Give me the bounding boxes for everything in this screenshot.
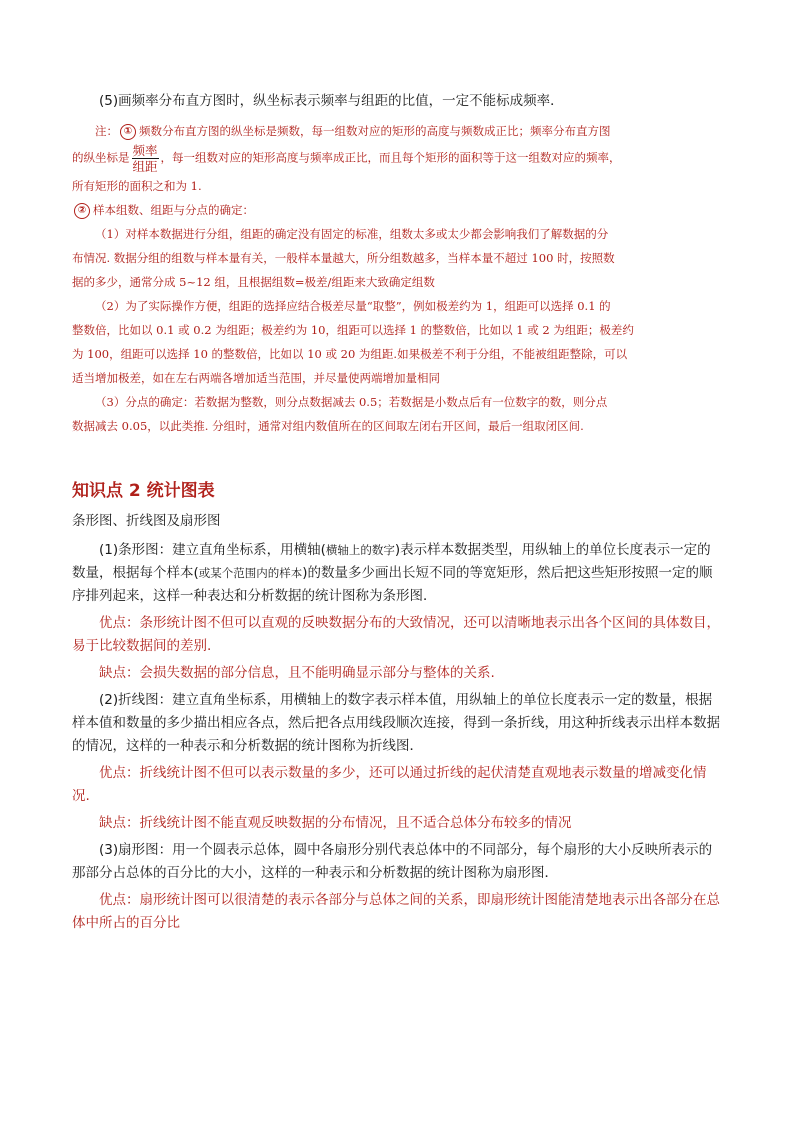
item-2-post: ，例如极差约为 1，组距可以选择 0.1 的 <box>401 299 611 313</box>
pie-chart-definition: (3)扇形图：用一个圆表示总体，圆中各扇形分别代表总体中的不同部分，每个扇形的大小反映所表示的那部分占总体的百分比的大小，这样的一种表示和分析数据的统计图称为扇形图． <box>72 842 713 881</box>
circled-number-1: ① <box>120 124 136 140</box>
item-3-line-a: （3）分点的确定：若数据为整数，则分点数据减去 0.5；若数据是小数点后有一位数字的数，则分点 <box>95 395 608 409</box>
note-1-cont <box>72 143 722 174</box>
line-chart-pros: 优点：折线统计图不但可以表示数量的多少，还可以通过折线的起伏清楚直观地表示数量的增减变化情况. <box>72 765 707 804</box>
note-1 <box>72 119 722 143</box>
line-chart-definition: (2)折线图：建立直角坐标系，用横轴上的数字表示样本值，用纵轴上的单位长度表示一定的数量，根据样本值和数量的多少描出相应各点，然后把各点用线段顺次连接，得到一条折线，用这种折线表示出样本数据的情况，这样的一种表示和分析数据的统计图称为折线图． <box>72 692 720 754</box>
item-2-line-a <box>72 294 722 318</box>
bar-def-small-2: 或某个范围内的样本 <box>198 566 303 580</box>
fraction-denominator: 组距 <box>132 159 158 174</box>
item-2-line-c: 为 100，组距可以选择 10 的整数倍，比如以 10 或 20 为组距.如果极差不利于分组，不能被组距整除，可以 <box>72 347 628 361</box>
note-1-line-c: ，每一组数对应的矩形高度与频率成正比，而且每个矩形的面积等于这一组数对应的频率， <box>160 150 621 165</box>
page-content <box>72 90 722 935</box>
note-1-line-d: 所有矩形的面积之和为 1. <box>72 179 202 193</box>
item-2-pre: （2）为了实际操作方便，组距的选择应结合极差尽量 <box>95 299 367 313</box>
item-2-line-d: 适当增加极差，如在左右两端各增加适当范围，并尽量使两端增加量相同 <box>72 371 440 385</box>
note-2-title <box>72 198 722 222</box>
item-2-line-b: 整数倍，比如以 0.1 或 0.2 为组距；极差约为 10，组距可以选择 1 的整数倍，比如以 1 或 2 为组距；极差约 <box>72 323 634 337</box>
note-2-title-text: 样本组数、组距与分点的确定： <box>93 203 254 217</box>
bar-chart-cons: 缺点：会损失数据的部分信息，且不能明确显示部分与整体的关系. <box>99 665 495 681</box>
section-heading: 知识点 2 统计图表 <box>72 481 215 501</box>
note-prefix: 注： <box>95 124 118 138</box>
pie-chart-pros: 优点：扇形统计图可以很清楚的表示各部分与总体之间的关系，即扇形统计图能清楚地表示出各部分在总体中所占的百分比 <box>72 892 720 931</box>
circled-number-2: ② <box>74 203 90 219</box>
bar-def-d: )的数量多少画出长短不同的等宽矩形，然后把这些矩形按照一定的顺序排列起来，这样一种表达和分析数据的统计图称为条形图． <box>72 565 713 604</box>
item-1-line-b: 布情况. 数据分组的组数与样本量有关，一般样本量越大，所分组数越多，当样本量不超过 100 时，按照数 <box>72 251 615 265</box>
item-1-line-a: （1）对样本数据进行分组，组距的确定没有固定的标准，组数太多或太少都会影响我们了解数据的分 <box>95 227 609 241</box>
note-1-line-b: 的纵坐标是 <box>72 150 130 165</box>
note-1-line-a: 频数分布直方图的纵坐标是频数，每一组数对应的矩形的高度与频数成正比；频率分布直方图 <box>139 124 611 138</box>
paragraph-histogram-note: (5)画频率分布直方图时，纵坐标表示频率与组距的比值，一定不能标成频率． <box>99 93 564 109</box>
item-3-line-b: 数据减去 0.05，以此类推. 分组时，通常对组内数值所在的区间取左闭右开区间，最后一组取闭区间. <box>72 419 584 433</box>
bar-chart-pros: 优点：条形统计图不但可以直观的反映数据分布的大致情况，还可以清晰地表示出各个区间的具体数目，易于比较数据间的差别. <box>72 615 720 654</box>
item-2-quote: “取整” <box>366 299 402 313</box>
bar-def-small-1: 横轴上的数字 <box>325 543 395 557</box>
bar-def-b: )表示样本数据类型，用纵轴上的单位长度表示一定 <box>394 542 698 558</box>
line-chart-cons: 缺点：折线统计图不能直观反映数据的分布情况，且不适合总体分布较多的情况 <box>99 815 572 831</box>
bar-chart-definition <box>72 539 722 608</box>
bar-def-a: (1)条形图：建立直角坐标系，用横轴( <box>99 542 326 558</box>
bar-def-c: 的数量，根据每个样本( <box>72 542 711 581</box>
fraction-frequency-over-width <box>132 143 159 174</box>
fraction-numerator: 频率 <box>132 143 158 158</box>
item-1-line-c: 据的多少，通常分成 5~12 组，且根据组数=极差/组距来大致确定组数 <box>72 275 435 289</box>
section-subheading: 条形图、折线图及扇形图 <box>72 513 221 529</box>
